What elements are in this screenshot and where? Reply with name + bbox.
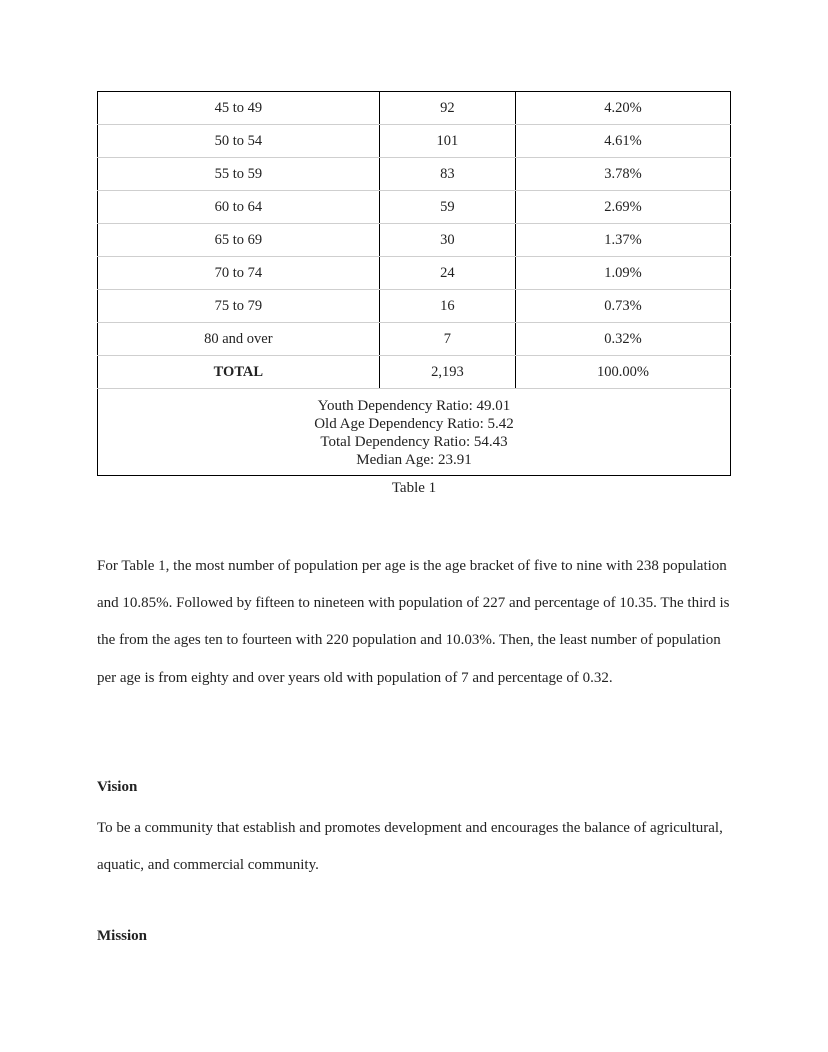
table-row — [98, 92, 731, 125]
age-bracket-cell: 75 to 79 — [98, 290, 380, 323]
total-percentage-cell: 100.00% — [516, 356, 731, 389]
percentage-cell: 4.61% — [516, 125, 731, 158]
population-cell: 59 — [379, 191, 515, 224]
age-bracket-cell: 55 to 59 — [98, 158, 380, 191]
population-cell: 30 — [379, 224, 515, 257]
table-row — [98, 191, 731, 224]
median-age: Median Age: 23.91 — [356, 452, 472, 468]
percentage-cell: 2.69% — [516, 191, 731, 224]
old-age-dependency-ratio: Old Age Dependency Ratio: 5.42 — [314, 416, 514, 432]
percentage-cell: 3.78% — [516, 158, 731, 191]
age-bracket-cell: 80 and over — [98, 323, 380, 356]
table-row — [98, 290, 731, 323]
age-bracket-cell: 45 to 49 — [98, 92, 380, 125]
population-table — [97, 91, 731, 476]
table-row — [98, 125, 731, 158]
table-row — [98, 257, 731, 290]
percentage-cell: 0.73% — [516, 290, 731, 323]
table-row — [98, 224, 731, 257]
age-bracket-cell: 60 to 64 — [98, 191, 380, 224]
percentage-cell: 1.37% — [516, 224, 731, 257]
age-bracket-cell: 50 to 54 — [98, 125, 380, 158]
total-label-cell: TOTAL — [98, 356, 380, 389]
population-cell: 92 — [379, 92, 515, 125]
total-population-cell: 2,193 — [379, 356, 515, 389]
age-bracket-cell: 70 to 74 — [98, 257, 380, 290]
vision-text: To be a community that establish and promotes development and encourages the balance of agricultural, aquatic, and commercial community. — [97, 820, 723, 874]
percentage-cell: 1.09% — [516, 257, 731, 290]
population-cell: 101 — [379, 125, 515, 158]
total-dependency-ratio: Total Dependency Ratio: 54.43 — [320, 434, 508, 450]
population-cell: 16 — [379, 290, 515, 323]
vision-heading: Vision — [97, 779, 138, 795]
total-row — [98, 356, 731, 389]
mission-heading: Mission — [97, 928, 148, 944]
youth-dependency-ratio: Youth Dependency Ratio: 49.01 — [317, 398, 511, 414]
age-bracket-cell: 65 to 69 — [98, 224, 380, 257]
population-cell: 7 — [379, 323, 515, 356]
dependency-ratios-row — [98, 389, 731, 476]
table-row — [98, 158, 731, 191]
percentage-cell: 4.20% — [516, 92, 731, 125]
table-description-paragraph: For Table 1, the most number of population per age is the age bracket of five to nine with 238 population and 10.85%. Followed by fifteen to nineteen with population of 227 and percentage of 10.35. The third is the from the ages ten to fourteen with 220 population and 10.03%. Then, the least number of population per age is from eighty and over years old with population of 7 and percentage of 0.32. — [97, 558, 730, 686]
table-caption: Table 1 — [391, 480, 437, 496]
population-cell: 83 — [379, 158, 515, 191]
population-cell: 24 — [379, 257, 515, 290]
table-row — [98, 323, 731, 356]
dependency-ratios-cell — [98, 389, 731, 476]
percentage-cell: 0.32% — [516, 323, 731, 356]
